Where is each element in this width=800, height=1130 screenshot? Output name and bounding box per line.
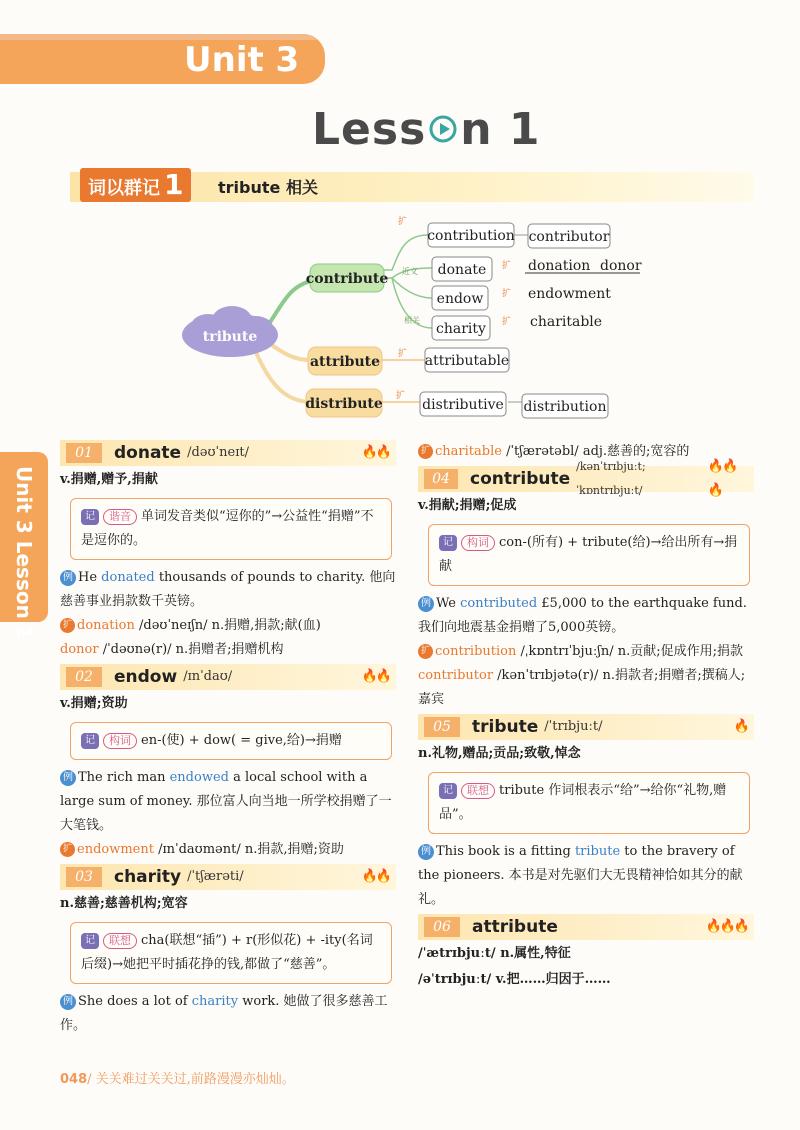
svg-text:donation: donation — [528, 258, 591, 274]
example-icon: 例 — [418, 844, 434, 860]
entry-header: 02 endow /ɪnˈdaʊ/ 🔥🔥 — [60, 664, 396, 690]
svg-text:contribution: contribution — [427, 228, 515, 244]
memory-icon: 记 — [81, 933, 99, 949]
derivative: 扩 endowment /ɪnˈdaʊmənt/ n.捐款,捐赠;资助 — [60, 838, 396, 862]
entry-header: 03 charity /ˈtʃærəti/ 🔥🔥 — [60, 864, 396, 890]
right-column — [418, 440, 754, 994]
extension-icon: 扩 — [418, 644, 433, 659]
entry-word: endow — [114, 667, 178, 687]
svg-text:charitable: charitable — [530, 314, 603, 330]
example-sentence: 例 He donated thousands of pounds to charity. 他向慈善事业捐款数千英镑。 — [60, 570, 396, 609]
svg-text:扩: 扩 — [398, 217, 408, 227]
entry-word: tribute — [472, 717, 539, 737]
entry-word: charity — [114, 867, 182, 887]
derivative: contributor /kənˈtrɪbjətə(r)/ n.捐款者;捐赠者;撰稿人;嘉宾 — [418, 668, 746, 707]
flame-icon: 🔥🔥🔥 — [707, 459, 737, 498]
example-sentence: 例 This book is a fitting tribute to the bravery of the pioneers. 本书是对先驱们大无畏精神恰如其分的献礼。 — [418, 844, 743, 907]
entry-header: 05 tribute /ˈtrɪbjuːt/ 🔥 — [418, 714, 754, 740]
play-icon[interactable] — [428, 114, 458, 144]
svg-text:相关: 相关 — [404, 316, 420, 325]
example-icon: 例 — [60, 570, 76, 586]
extension-icon: 扩 — [418, 444, 433, 459]
memory-tip: 记 构词 con-(所有) + tribute(给)→给出所有→捐献 — [428, 524, 750, 586]
svg-text:endowment: endowment — [528, 286, 611, 302]
extension-icon: 扩 — [60, 842, 75, 857]
memory-icon: 记 — [439, 535, 457, 551]
page-number: 048 — [60, 1072, 88, 1087]
svg-text:donor: donor — [600, 258, 642, 274]
derivative: 扩 donation /dəʊˈneɪʃn/ n.捐赠,捐款;献(血) — [60, 614, 396, 638]
memory-tip: 记 构词 en-(使) + dow( = give,给)→捐赠 — [70, 722, 392, 760]
node-attribute: attribute — [309, 354, 381, 370]
example-sentence: 例 We contributed £5,000 to the earthquake fund. 我们向地震基金捐赠了5,000英镑。 — [418, 596, 747, 635]
flame-icon: 🔥🔥🔥 — [705, 919, 748, 934]
part-of-speech: v.捐献;捐赠;促成 — [418, 498, 517, 513]
part-of-speech: /ˈætrɪbjuːt/ n.属性,特征 — [418, 946, 571, 961]
node-distribute: distribute — [305, 396, 383, 412]
svg-text:近义: 近义 — [402, 267, 418, 276]
example-sentence: 例 She does a lot of charity work. 她做了很多慈善工作。 — [60, 994, 388, 1033]
derivative: 扩 charitable /ˈtʃærətəbl/ adj.慈善的;宽容的 — [418, 440, 754, 464]
memory-icon: 记 — [439, 783, 457, 799]
memory-icon: 记 — [81, 733, 99, 749]
extension-icon: 扩 — [60, 618, 75, 633]
derivative: 扩 contribution /ˌkɒntrɪˈbjuːʃn/ n.贡献;促成作用;捐款 — [418, 640, 754, 664]
svg-text:distributive: distributive — [422, 397, 504, 413]
svg-text:扩: 扩 — [502, 289, 512, 299]
svg-text:扩: 扩 — [502, 261, 512, 271]
svg-text:donate: donate — [437, 262, 487, 278]
entry-word: contribute — [470, 469, 571, 489]
entry-header: 06 attribute 🔥🔥🔥 — [418, 914, 754, 940]
svg-text:distribution: distribution — [523, 399, 607, 415]
part-of-speech: /əˈtrɪbjuːt/ v.把……归因于…… — [418, 972, 611, 987]
example-sentence: 例 The rich man endowed a local school with a large sum of money. 那位富人向当地一所学校捐赠了一大笔钱。 — [60, 770, 392, 833]
flame-icon: 🔥🔥 — [361, 669, 390, 684]
memory-tip: 记 联想 cha(联想“插”) + r(形似花) + -ity(名词后缀)→她把平时插花挣的钱,都做了“慈善”。 — [70, 922, 392, 984]
example-icon: 例 — [60, 770, 76, 786]
page-footer: 048/ 关关难过关关过,前路漫漫亦灿灿。 — [60, 1072, 295, 1087]
lesson-title: Less n 1 — [312, 104, 541, 155]
section-title: tribute 相关 — [218, 178, 318, 197]
entry-word: attribute — [472, 917, 558, 937]
example-icon: 例 — [60, 994, 76, 1010]
svg-text:扩: 扩 — [396, 391, 406, 401]
entry-header: 01 donate /dəʊˈneɪt/ 🔥🔥 — [60, 440, 396, 466]
svg-text:endow: endow — [436, 291, 484, 307]
flame-icon: 🔥 — [733, 719, 748, 734]
memory-tip: 记 联想 tribute 作词根表示“给”→给你“礼物,赠品”。 — [428, 772, 750, 834]
derivative: donor /ˈdəʊnə(r)/ n.捐赠者;捐赠机构 — [60, 642, 284, 657]
svg-text:扩: 扩 — [502, 317, 512, 327]
flame-icon: 🔥🔥 — [361, 445, 390, 460]
memory-tip: 记 谐音 单词发音类似“逗你的”→公益性“捐赠”不是逗你的。 — [70, 498, 392, 560]
part-of-speech: v.捐赠,赠予,捐献 — [60, 472, 158, 487]
unit-banner — [0, 34, 325, 84]
svg-text:contributor: contributor — [528, 229, 610, 245]
entry-word: donate — [114, 443, 182, 463]
side-tab: Unit 3 Lesson 1 — [0, 452, 48, 622]
mindmap-center — [182, 306, 278, 357]
section-badge: 词以群记 1 — [80, 168, 191, 202]
part-of-speech: v.捐赠;资助 — [60, 696, 128, 711]
part-of-speech: n.慈善;慈善机构;宽容 — [60, 896, 188, 911]
svg-text:tribute: tribute — [202, 329, 258, 345]
flame-icon: 🔥🔥 — [361, 869, 390, 884]
svg-text:charity: charity — [436, 321, 486, 337]
example-icon: 例 — [418, 596, 434, 612]
memory-icon: 记 — [81, 509, 99, 525]
svg-text:扩: 扩 — [398, 349, 408, 359]
left-column — [60, 438, 396, 1038]
node-contribute: contribute — [305, 271, 389, 287]
part-of-speech: n.礼物,赠品;贡品;致敬,悼念 — [418, 746, 581, 761]
unit-title: Unit 3 — [184, 40, 300, 80]
svg-text:attributable: attributable — [424, 353, 510, 369]
entry-header: 04 contribute /kənˈtrɪbjuːt; ˈkɒntrɪbjuːt/ 🔥🔥🔥 — [418, 466, 754, 492]
word-mindmap — [170, 210, 650, 425]
